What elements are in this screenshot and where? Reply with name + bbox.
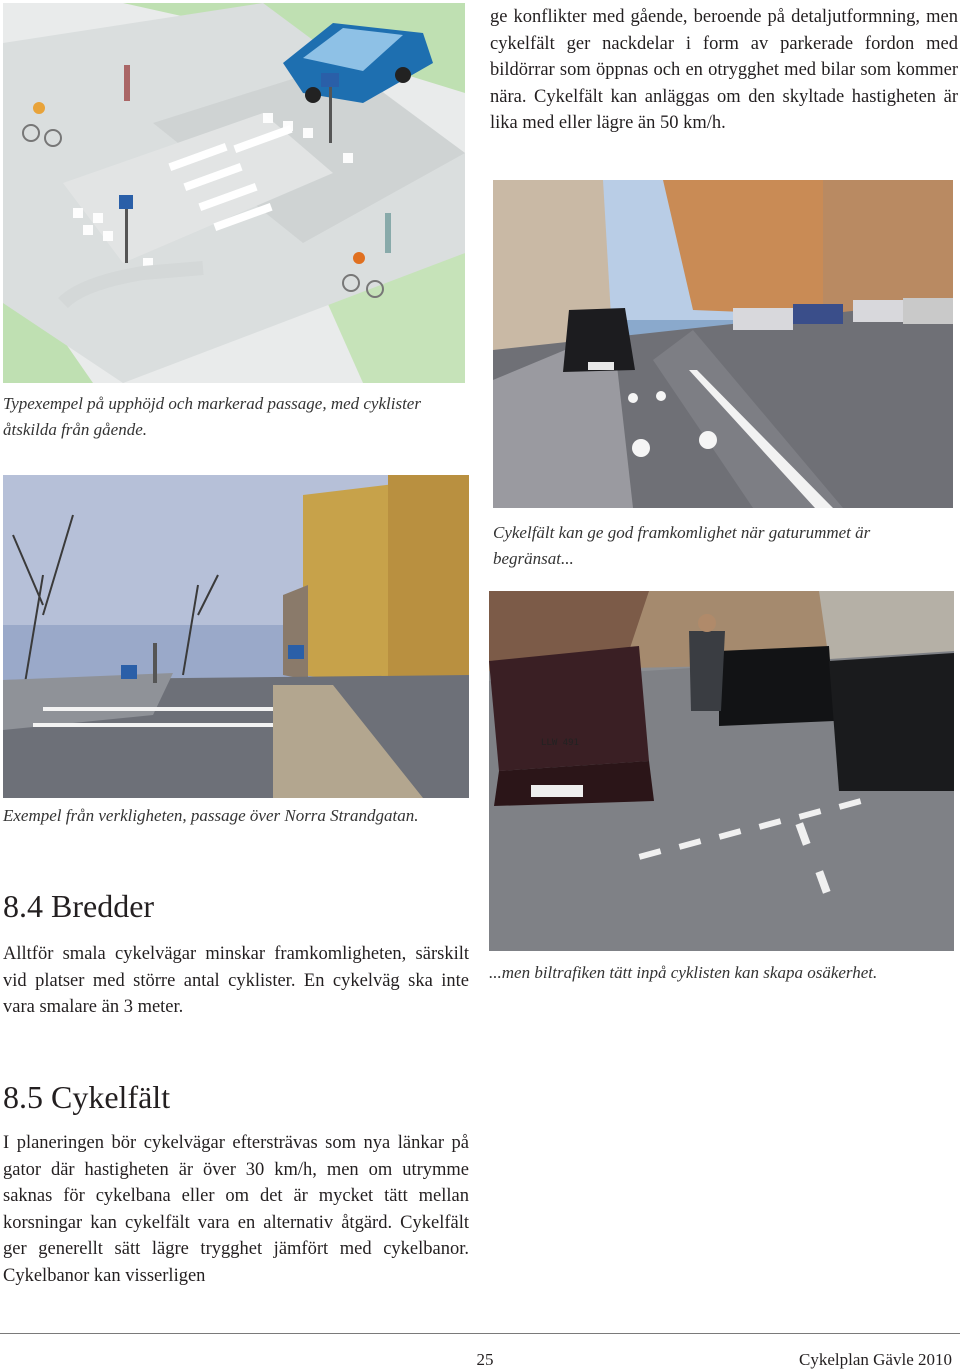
section-text-cykelfalt: I planeringen bör cykelvägar eftersträvas som nya länkar på gator där hastigheten är över 30 km/h, men om utrymme saknas för cykelbana eller om det är mycket tätt mellan korsningar kan cykelfält vara en alternativ åtgärd. Cykelfält ger generellt sätt lägre trygghet jämfört med cykelbanor. Cykelbanor kan visserligen [3,1133,469,1286]
caption-photo-lane: Cykelfält kan ge god framkomlighet när gaturummet är begränsat... [493,523,871,568]
photo-traffic-cyclist [489,591,954,951]
section-title: Bredder [51,888,155,924]
caption-photo-strandgatan: Exempel från verkligheten, passage över Norra Strandgatan. [3,806,419,825]
section-heading-bredder [3,888,154,924]
caption-illustration: Typexempel på upphöjd och markerad passage, med cyklister åtskilda från gående. [3,394,421,439]
section-text-bredder: Alltför smala cykelvägar minskar framkomligheten, särskilt vid platser med större antal cyklister. En cykelväg ska inte vara smalare än 3 meter. [3,944,469,1017]
photo-bike-lane [493,180,953,508]
intro-paragraph: ge konflikter med gående, beroende på detaljutformning, men cykelfält ger nackdelar i form av parkerade fordon med bildörrar som öppnas och en otrygghet med bilar som kommer nära. Cykelfält kan anläggas om den skyltade hastigheten är lika med eller lägre än 50 km/h. [490,7,958,133]
section-number: 8.4 [3,888,43,924]
page-number: 25 [476,1350,494,1369]
section-number: 8.5 [3,1079,43,1115]
illustration-raised-crossing [3,3,465,383]
section-heading-cykelfalt [3,1079,170,1115]
photo-norra-strandgatan [3,475,469,798]
section-title: Cykelfält [51,1079,171,1115]
caption-photo-traffic: ...men biltrafiken tätt inpå cyklisten kan skapa osäkerhet. [489,963,878,982]
license-plate: LLW 491 [541,738,579,748]
footer-divider [0,1333,960,1334]
document-title: Cykelplan Gävle 2010 [799,1350,952,1369]
